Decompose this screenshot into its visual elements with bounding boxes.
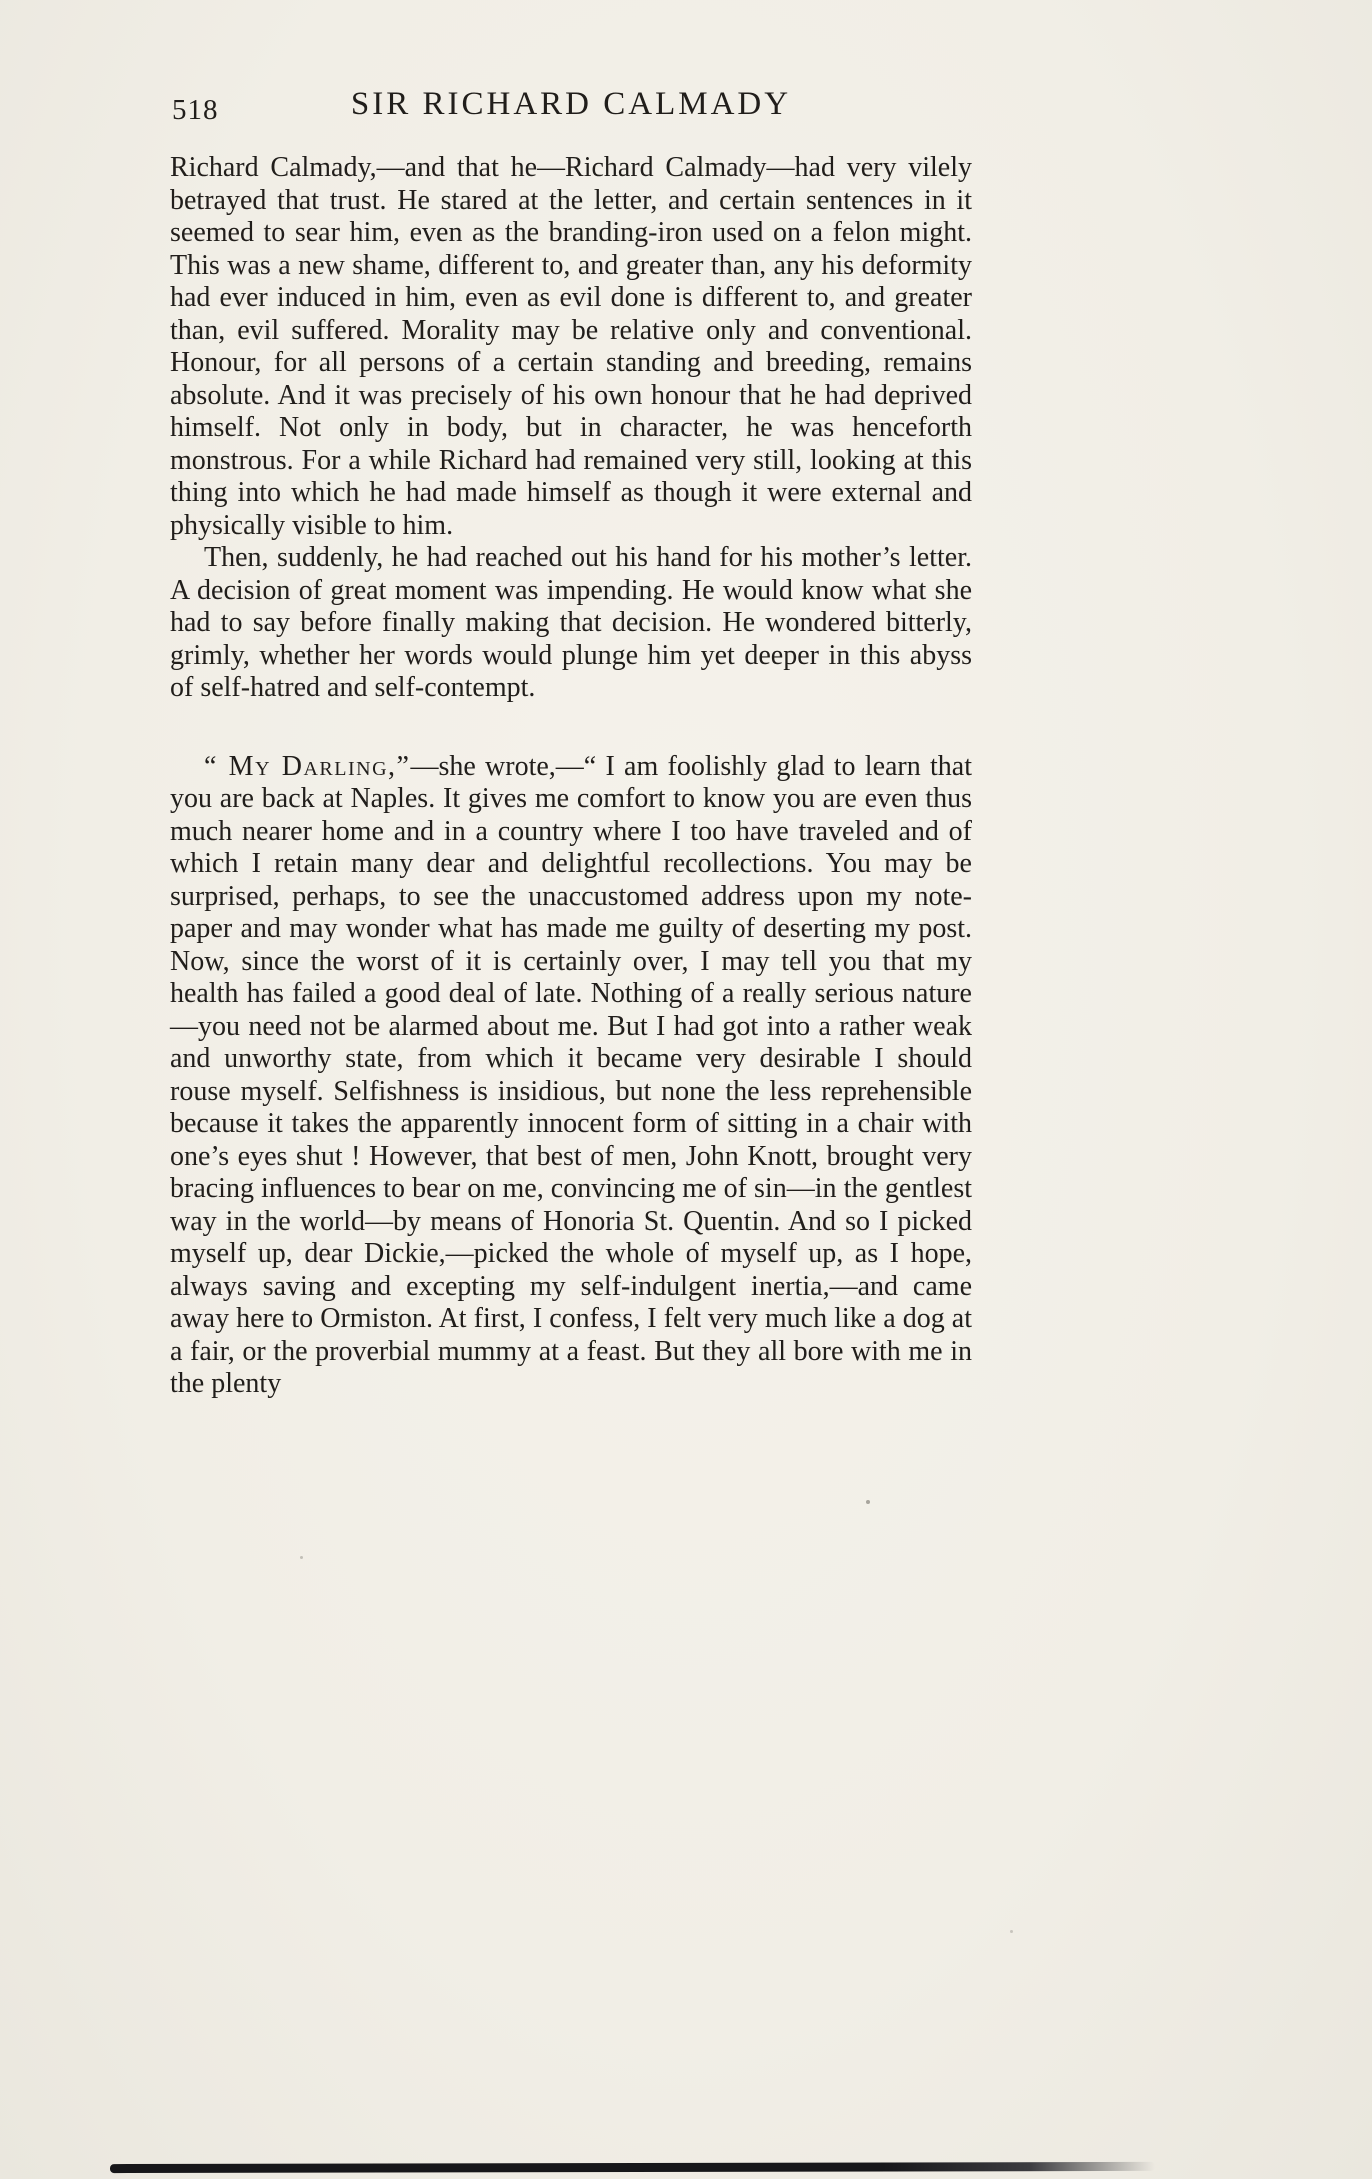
- scan-speck: [1010, 1930, 1013, 1933]
- scan-speck: [866, 1500, 870, 1504]
- scan-edge-artifact: [110, 2162, 1155, 2173]
- page-number: 518: [172, 94, 219, 126]
- letter-body: —she wrote,—“ I am foolishly glad to learn that you are back at Naples. It gives me comfort to know you are even thus much nearer home and in a country where I too have traveled and of which I retain many dear and delightful recollections. You may be surprised, perhaps, to see the unaccustomed address upon my note-paper and may wonder what has made me guilty of deserting my post. Now, since the worst of it is certainly over, I may tell you that my health has failed a good deal of late. Nothing of a really serious nature—you need not be alarmed about me. But I had got into a rather weak and unworthy state, from which it became very desirable I should rouse myself. Selfishness is insidious, but none the less reprehensible because it takes the apparently innocent form of sitting in a chair with one’s eyes shut ! However, that best of men, John Knott, brought very bracing influences to bear on me, convincing me of sin—in the gentlest way in the world—by means of Honoria St. Quentin. And so I picked myself up, dear Dickie,—picked the whole of myself up, as I hope, always saving and excepting my self-indulgent inertia,—and came away here to Ormiston. At first, I confess, I felt very much like a dog at a fair, or the proverbial mummy at a feast. But they all bore with me in the plenty: [170, 750, 972, 1399]
- letter-salutation: “ My Darling,”: [204, 750, 411, 782]
- page-text-block: [170, 152, 972, 1401]
- running-title: SIR RICHARD CALMADY: [350, 86, 792, 122]
- paragraph-narrative-2: Then, suddenly, he had reached out his hand for his mother’s letter. A decision of great moment was impending. He would know what she had to say before finally making that decision. He wondered bitterly, grimly, whether her words would plunge him yet deeper in this abyss of self-hatred and self-contempt.: [170, 542, 972, 703]
- scan-speck: [300, 1556, 303, 1559]
- paragraph-letter: [170, 751, 972, 1401]
- paragraph-narrative-1: Richard Calmady,—and that he—Richard Calmady—had very vilely betrayed that trust. He stared at the letter, and certain sentences in it seemed to sear him, even as the branding-iron used on a felon might. This was a new shame, different to, and greater than, any his deformity had ever induced in him, even as evil done is different to, and greater than, evil suffered. Morality may be relative only and conventional. Honour, for all persons of a certain standing and breeding, remains absolute. And it was precisely of his own honour that he had deprived himself. Not only in body, but in character, he was henceforth monstrous. For a while Richard had remained very still, looking at this thing into which he had made himself as though it were external and physically visible to him.: [170, 152, 972, 541]
- page-header: [170, 86, 972, 134]
